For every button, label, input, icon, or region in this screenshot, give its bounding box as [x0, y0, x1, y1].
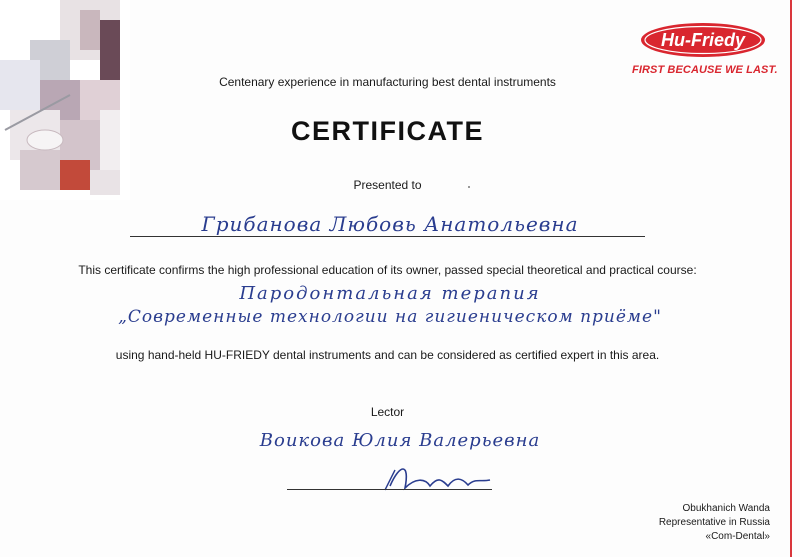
- usage-text: using hand-held HU-FRIEDY dental instruments and can be considered as certified expert in this area.: [115, 348, 660, 362]
- confirmation-text: This certificate confirms the high professional education of its owner, passed special theoretical and practical course:: [78, 263, 697, 277]
- signature-line: [287, 489, 492, 490]
- dental-photo-collage: [0, 0, 130, 200]
- brand-tagline: FIRST BECAUSE WE LAST.: [632, 64, 778, 76]
- representative-role: Representative in Russia: [658, 517, 770, 528]
- representative-name: Obukhanich Wanda: [682, 503, 770, 514]
- speck: [468, 186, 470, 188]
- lector-name: Воикова Юлия Валерьевна: [259, 430, 541, 451]
- certificate-title: CERTIFICATE: [291, 116, 484, 146]
- certificate-tagline: Centenary experience in manufacturing best dental instruments: [219, 75, 556, 89]
- recipient-name: Грибанова Любовь Анатольевна: [201, 212, 579, 236]
- course-title-line2: „Современные технологии на гигиеническом приёме": [118, 307, 662, 327]
- recipient-underline: [130, 236, 645, 237]
- representative-block: [659, 502, 770, 544]
- page-edge-stripe: [790, 0, 792, 557]
- lector-label: Lector: [370, 405, 405, 419]
- presented-to-label: Presented to: [353, 178, 422, 192]
- representative-company: «Com-Dental»: [705, 531, 770, 542]
- svg-text:Hu-Friedy: Hu-Friedy: [660, 30, 746, 50]
- course-title-line1: Пародонтальная терапия: [239, 283, 541, 304]
- lector-signature: [370, 458, 500, 498]
